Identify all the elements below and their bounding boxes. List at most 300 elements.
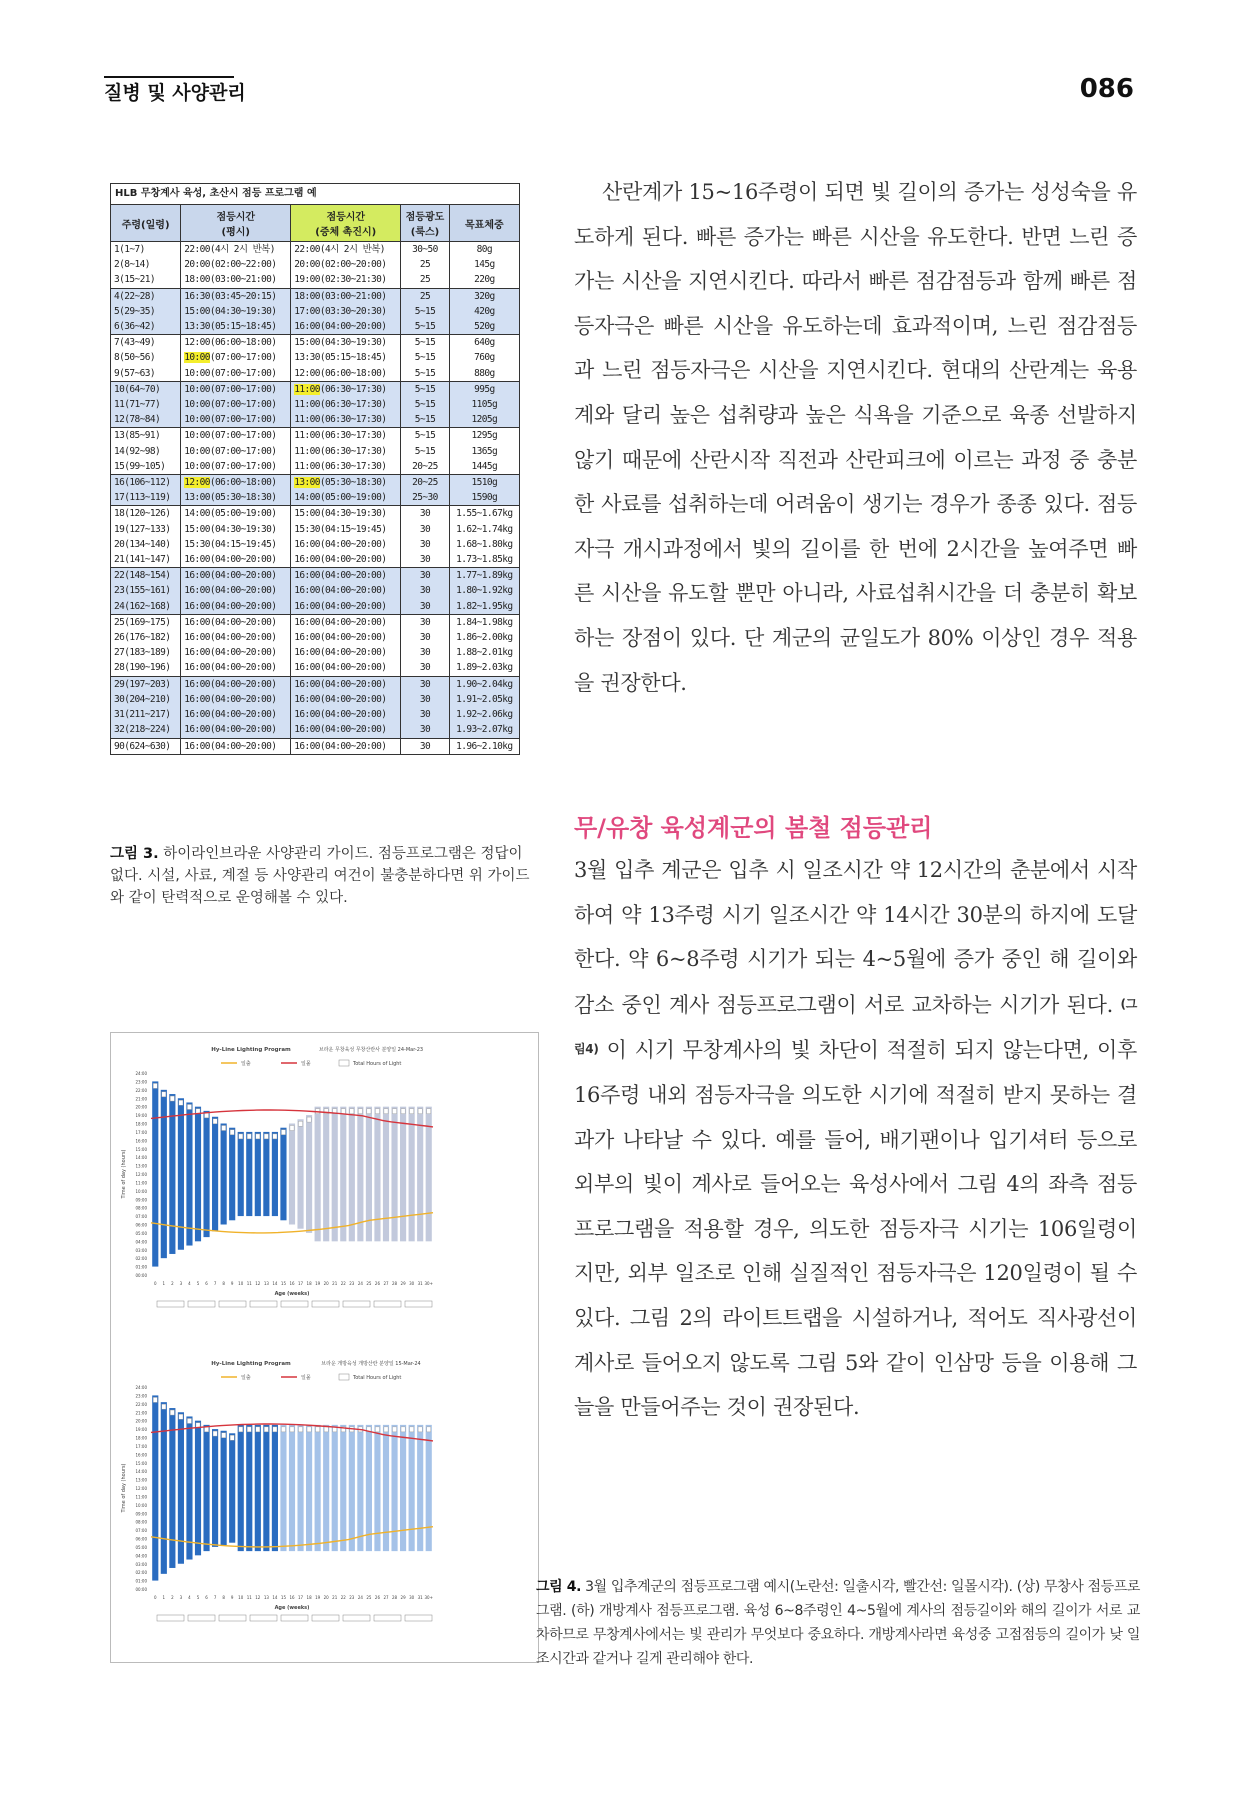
table-cell: 16:00(04:00~20:00) [181, 645, 291, 660]
x-tick-label: 10 [238, 1281, 244, 1286]
table-cell: 1.91~2.05kg [449, 692, 519, 707]
chart-bar [238, 1132, 244, 1216]
table-cell: 16:00(04:00~20:00) [181, 630, 291, 645]
table-cell: 30 [401, 722, 449, 738]
bar-label [213, 1119, 217, 1124]
table-header-cell: 점등시간 (증체 촉진시) [291, 205, 401, 242]
table-row [111, 614, 520, 630]
x-tick-label: 17 [297, 1595, 304, 1600]
table-cell: 16:00(04:00~20:00) [291, 630, 401, 645]
legend-label: Total Hours of Light [353, 1375, 402, 1381]
table-cell: 1.62~1.74kg [449, 522, 519, 537]
x-tick-label: 16 [289, 1281, 295, 1286]
y-tick-label: 09:00 [135, 1511, 147, 1517]
date-box [374, 1301, 401, 1307]
bar-label [401, 1109, 405, 1114]
table-row [111, 660, 520, 676]
table-cell: 1.82~1.95kg [449, 599, 519, 615]
table-cell: 25~30 [401, 490, 449, 506]
bar-label [204, 1427, 208, 1432]
y-tick-label: 07:00 [135, 1214, 147, 1220]
y-tick-label: 20:00 [135, 1104, 147, 1110]
table-cell: 10:00(07:00~17:00) [181, 412, 291, 428]
table-cell: 13:30(05:15~18:45) [291, 350, 401, 365]
chart-bar [280, 1128, 286, 1221]
table-row [111, 568, 520, 584]
table-cell: 30 [401, 506, 449, 522]
x-tick-label: 18 [306, 1281, 312, 1286]
y-axis-label: Time of day (hours) [121, 1463, 127, 1513]
table-cell: 10:00(07:00~17:00) [181, 444, 291, 459]
x-tick-label: 9 [230, 1595, 234, 1600]
page-number: 086 [1079, 74, 1134, 104]
table-cell: 25(169~175) [111, 614, 181, 630]
table-cell: 5~15 [401, 444, 449, 459]
date-box [343, 1301, 370, 1307]
table-cell: 31(211~217) [111, 707, 181, 722]
highlight: 13:00 [294, 477, 320, 489]
chart-bar [246, 1132, 252, 1216]
bar-label [324, 1427, 328, 1432]
table-cell: 16:00(04:00~20:00) [181, 660, 291, 676]
figure4-charts [110, 1032, 539, 1663]
x-tick-label: 11 [246, 1281, 252, 1286]
table-cell: 5~15 [401, 366, 449, 382]
bar-label [239, 1427, 243, 1432]
highlight: 11:00 [294, 383, 320, 395]
table-cell: 25 [401, 257, 449, 272]
chart-bar [340, 1425, 346, 1551]
bar-label [247, 1134, 251, 1139]
y-tick-label: 17:00 [135, 1129, 147, 1135]
date-box [219, 1301, 246, 1307]
table-row [111, 350, 520, 365]
table-cell: 11:00(06:30~17:30) [291, 444, 401, 459]
lighting-program-table [110, 183, 520, 755]
chart-bar [297, 1119, 303, 1228]
chart-bar [315, 1425, 321, 1551]
table-cell: 220g [449, 272, 519, 288]
table-cell: 30 [401, 599, 449, 615]
bar-label [179, 1414, 183, 1419]
y-tick-label: 11:00 [135, 1180, 147, 1186]
chart-bar [409, 1107, 415, 1242]
y-tick-label: 02:00 [135, 1256, 147, 1262]
x-tick-label: 30+ [424, 1281, 433, 1286]
table-row [111, 552, 520, 568]
table-cell: 7(43~49) [111, 335, 181, 351]
table-cell: 16:00(04:00~20:00) [291, 692, 401, 707]
chart-subtitle: 브라운 무창육성 무창산란사 분양일 24-Mar-23 [318, 1047, 424, 1053]
y-tick-label: 09:00 [135, 1197, 147, 1203]
table-cell: 30 [401, 676, 449, 692]
y-tick-label: 07:00 [135, 1528, 147, 1534]
paragraph-2-text-a: 3월 입추 계군은 입추 시 일조시간 약 12시간의 춘분에서 시작하여 약 13주령 시기 일조시간 약 14시간 30분의 하지에 도달한다. 약 6~8주령 시기가 되는 4~5월에 증가 중인 해 길이와 감소 중인 계사 점등프로그램이 서로 교차하는 시기가 된다. [574, 858, 1137, 1017]
y-tick-label: 06:00 [135, 1222, 147, 1228]
table-cell: 16:00(04:00~20:00) [291, 552, 401, 568]
date-box [405, 1615, 432, 1621]
chart-bar [383, 1107, 389, 1242]
x-tick-label: 7 [213, 1595, 217, 1600]
y-tick-label: 16:00 [135, 1452, 147, 1458]
table-header-row [111, 205, 520, 242]
x-tick-label: 30+ [424, 1595, 433, 1600]
table-cell: 11:00(06:30~17:30) [291, 412, 401, 428]
table-cell: 29(197~203) [111, 676, 181, 692]
table-header-cell: 주령(일령) [111, 205, 181, 242]
chart-bar [152, 1395, 158, 1580]
bar-label [264, 1134, 268, 1139]
chart-bar [212, 1429, 218, 1547]
chart-bar [195, 1107, 201, 1242]
table-cell: 16:00(04:00~20:00) [181, 692, 291, 707]
table-cell: 10:00(07:00~17:00) [181, 459, 291, 475]
x-tick-label: 15 [280, 1281, 287, 1286]
table-cell: 16:00(04:00~20:00) [181, 568, 291, 584]
bar-label [170, 1096, 174, 1101]
table-cell: 16:00(04:00~20:00) [291, 614, 401, 630]
chart-bar [255, 1132, 261, 1216]
table-row [111, 381, 520, 397]
table-cell: 11:00(06:30~17:30) [291, 428, 401, 444]
legend-label: 일출 [241, 1061, 251, 1067]
x-tick-label: 8 [222, 1595, 225, 1600]
bar-label [427, 1427, 431, 1432]
y-tick-label: 23:00 [135, 1079, 147, 1085]
y-tick-label: 24:00 [135, 1385, 147, 1390]
table-row [111, 707, 520, 722]
table-title: HLB 무창계사 육성, 초산시 점등 프로그램 예 [110, 183, 520, 204]
table-row [111, 459, 520, 475]
x-tick-label: 12 [255, 1281, 261, 1286]
x-tick-label: 30 [409, 1595, 415, 1600]
y-tick-label: 22:00 [135, 1087, 147, 1093]
bar-label [179, 1100, 183, 1105]
chart-bar [306, 1115, 312, 1233]
table-cell: 20:00(02:00~20:00) [291, 257, 401, 272]
table-body [111, 242, 520, 755]
x-tick-label: 12 [255, 1595, 261, 1600]
y-tick-label: 00:00 [135, 1273, 147, 1278]
table-cell: 19:00(02:30~21:30) [291, 272, 401, 288]
x-tick-label: 2 [171, 1281, 174, 1286]
x-tick-label: 30 [409, 1281, 415, 1286]
y-tick-label: 21:00 [135, 1096, 147, 1102]
chart-bar [357, 1425, 363, 1551]
x-tick-label: 1 [162, 1595, 166, 1600]
y-tick-label: 11:00 [135, 1494, 147, 1500]
chart-bar [152, 1081, 158, 1266]
table-cell: 10:00(07:00~17:00) [181, 428, 291, 444]
table-cell: 28(190~196) [111, 660, 181, 676]
y-tick-label: 00:00 [135, 1587, 147, 1592]
x-tick-label: 18 [306, 1595, 312, 1600]
table-cell: 13:00(05:30~18:30) [181, 490, 291, 506]
highlight: 10:00 [184, 352, 210, 364]
bar-label [222, 1433, 226, 1438]
table-cell: 10:00(07:00~17:00) [181, 381, 291, 397]
table-cell: 16:00(04:00~20:00) [291, 537, 401, 552]
table-cell: 21(141~147) [111, 552, 181, 568]
table-cell: 2(8~14) [111, 257, 181, 272]
table-cell: 16:00(04:00~20:00) [291, 599, 401, 615]
table-cell: 1295g [449, 428, 519, 444]
table-cell: 20:00(02:00~22:00) [181, 257, 291, 272]
table-cell: 20~25 [401, 475, 449, 491]
x-tick-label: 28 [391, 1281, 398, 1286]
bar-label [375, 1109, 379, 1114]
table-cell: 30 [401, 537, 449, 552]
table-row [111, 583, 520, 598]
table-cell: 16:00(04:00~20:00) [181, 599, 291, 615]
table-cell: 16:00(04:00~20:00) [291, 660, 401, 676]
table-cell: 995g [449, 381, 519, 397]
table-cell: 16:00(04:00~20:00) [181, 552, 291, 568]
table-cell: 1365g [449, 444, 519, 459]
y-tick-label: 17:00 [135, 1443, 147, 1449]
table-cell: 1.68~1.80kg [449, 537, 519, 552]
table-cell: 15:00(04:30~19:30) [181, 522, 291, 537]
table-cell: 90(624~630) [111, 738, 181, 754]
x-tick-label: 1 [162, 1281, 166, 1286]
x-tick-label: 22 [340, 1595, 346, 1600]
table-cell: 1510g [449, 475, 519, 491]
table-cell: 11(71~77) [111, 397, 181, 412]
table-row [111, 506, 520, 522]
bar-label [256, 1134, 260, 1139]
table-cell: 18:00(03:00~21:00) [291, 288, 401, 304]
chart-bar [409, 1425, 415, 1551]
table-cell: 5~15 [401, 412, 449, 428]
table-row [111, 335, 520, 351]
chart-bar [332, 1425, 338, 1551]
table-cell: 1.73~1.85kg [449, 552, 519, 568]
date-box [157, 1301, 184, 1307]
chart-bar [169, 1094, 175, 1254]
bar-label [307, 1117, 311, 1122]
x-tick-label: 13 [263, 1281, 269, 1286]
table-header-cell: 점등시간 (평시) [181, 205, 291, 242]
chart-bar [229, 1128, 235, 1221]
table-row [111, 537, 520, 552]
bar-label [230, 1435, 234, 1440]
table-cell: 30(204~210) [111, 692, 181, 707]
table-cell: 14:00(05:00~19:00) [291, 490, 401, 506]
date-box [188, 1615, 215, 1621]
figure3-caption-text: 하이라인브라운 사양관리 가이드. 점등프로그램은 정답이 없다. 시설, 사료, 계절 등 사양관리 여건이 불충분하다면 위 가이드와 같이 탄력적으로 운영해볼 수 있다. [110, 846, 530, 906]
table-cell: 1(1~7) [111, 242, 181, 258]
bar-label [427, 1109, 431, 1114]
table-row [111, 272, 520, 288]
figure3-caption [110, 843, 530, 909]
table-cell: 16:00(04:00~20:00) [291, 707, 401, 722]
legend-label: 일몰 [301, 1061, 311, 1067]
y-tick-label: 18:00 [135, 1435, 147, 1441]
x-tick-label: 31 [417, 1595, 423, 1600]
x-tick-label: 23 [349, 1595, 355, 1600]
chart-bar [400, 1425, 406, 1551]
x-tick-label: 0 [153, 1595, 157, 1600]
y-tick-label: 10:00 [135, 1188, 147, 1194]
table-cell: 16:00(04:00~20:00) [291, 568, 401, 584]
chart-bar [323, 1425, 329, 1551]
table-cell: 30 [401, 614, 449, 630]
table-cell: 25 [401, 288, 449, 304]
x-axis-label: Age (weeks) [274, 1605, 310, 1611]
x-tick-label: 27 [383, 1595, 389, 1600]
chart-bar [417, 1107, 423, 1242]
date-box [405, 1301, 432, 1307]
chart-bar [255, 1425, 261, 1551]
chart-bar [400, 1107, 406, 1242]
chart-bar [280, 1425, 286, 1551]
x-tick-label: 3 [179, 1595, 183, 1600]
chart-bar [332, 1107, 338, 1242]
chart-bar [323, 1107, 329, 1242]
bar-label [410, 1427, 414, 1432]
chart-bar [391, 1107, 397, 1242]
table-cell: 1445g [449, 459, 519, 475]
chart-bar [203, 1111, 209, 1237]
y-tick-label: 19:00 [135, 1427, 147, 1433]
y-axis-label: Time of day (hours) [121, 1149, 127, 1199]
x-tick-label: 15 [280, 1595, 287, 1600]
date-box [157, 1615, 184, 1621]
table-cell: 18(120~126) [111, 506, 181, 522]
table-cell: 1.92~2.06kg [449, 707, 519, 722]
table-cell: 5~15 [401, 428, 449, 444]
y-tick-label: 18:00 [135, 1121, 147, 1127]
table-cell: 26(176~182) [111, 630, 181, 645]
table-cell: 4(22~28) [111, 288, 181, 304]
table-cell: 24(162~168) [111, 599, 181, 615]
table-cell: 16:00(04:00~20:00) [291, 645, 401, 660]
x-tick-label: 31 [417, 1281, 423, 1286]
table-cell: 17:00(03:30~20:30) [291, 304, 401, 319]
x-tick-label: 5 [196, 1281, 200, 1286]
date-box [281, 1615, 308, 1621]
x-tick-label: 19 [315, 1281, 321, 1286]
bar-label [316, 1427, 320, 1432]
table-cell: 17(113~119) [111, 490, 181, 506]
x-tick-label: 20 [323, 1281, 329, 1286]
table-cell: 30 [401, 645, 449, 660]
y-tick-label: 13:00 [135, 1477, 147, 1483]
date-box [250, 1301, 277, 1307]
x-tick-label: 21 [332, 1281, 338, 1286]
table-cell: 1.96~2.10kg [449, 738, 519, 754]
table-cell: 30 [401, 707, 449, 722]
table-cell: 8(50~56) [111, 350, 181, 365]
table-cell: 32(218~224) [111, 722, 181, 738]
figure3-caption-label: 그림 3. [110, 846, 159, 862]
table-cell: 30 [401, 583, 449, 598]
bar-label [170, 1410, 174, 1415]
y-tick-label: 06:00 [135, 1536, 147, 1542]
x-tick-label: 16 [289, 1595, 295, 1600]
table-cell: 16:00(04:00~20:00) [291, 722, 401, 738]
x-tick-label: 25 [366, 1281, 372, 1286]
table-cell: 16:30(03:45~20:15) [181, 288, 291, 304]
bar-label [273, 1134, 277, 1139]
section-title: 질병 및 사양관리 [104, 82, 246, 104]
bar-label [392, 1109, 396, 1114]
chart-title: Hy-Line Lighting Program [211, 1361, 291, 1367]
x-tick-label: 24 [357, 1595, 363, 1600]
table-cell: 11:00(06:30~17:30) [291, 397, 401, 412]
table-cell: 520g [449, 319, 519, 335]
table-row [111, 722, 520, 738]
table-row [111, 630, 520, 645]
x-tick-label: 4 [188, 1281, 191, 1286]
y-tick-label: 14:00 [135, 1469, 147, 1475]
table-cell: 20~25 [401, 459, 449, 475]
y-tick-label: 01:00 [135, 1264, 147, 1270]
table-cell: 30 [401, 568, 449, 584]
bar-label [307, 1427, 311, 1432]
chart-bar [374, 1107, 380, 1242]
table-cell: 16:00(04:00~20:00) [291, 676, 401, 692]
bar-label [410, 1109, 414, 1114]
table-cell: 23(155~161) [111, 583, 181, 598]
table-cell: 30~50 [401, 242, 449, 258]
chart-subtitle: 브라운 개방육성 개방산란 분양일 15-Mar-24 [321, 1361, 421, 1367]
table-cell: 10:00(07:00~17:00) [181, 350, 291, 365]
x-tick-label: 4 [188, 1595, 191, 1600]
bar-label [256, 1427, 260, 1432]
x-tick-label: 0 [153, 1281, 157, 1286]
table-cell: 22:00(4시 2시 반복) [291, 242, 401, 258]
chart-bar [349, 1107, 355, 1242]
bar-label [290, 1126, 294, 1131]
bar-label [153, 1397, 157, 1402]
chart-bar [297, 1425, 303, 1551]
table-row [111, 444, 520, 459]
table-cell: 13(85~91) [111, 428, 181, 444]
table-row [111, 676, 520, 692]
table-row [111, 692, 520, 707]
chart-bar [340, 1107, 346, 1242]
y-tick-label: 03:00 [135, 1561, 147, 1567]
table-cell: 1105g [449, 397, 519, 412]
table-cell: 5~15 [401, 381, 449, 397]
bar-label [281, 1427, 285, 1432]
table-cell: 1.93~2.07kg [449, 722, 519, 738]
table-cell: 10:00(07:00~17:00) [181, 397, 291, 412]
chart-bar [195, 1421, 201, 1556]
y-tick-label: 03:00 [135, 1247, 147, 1253]
y-tick-label: 21:00 [135, 1410, 147, 1416]
x-tick-label: 10 [238, 1595, 244, 1600]
bar-label [298, 1121, 302, 1126]
table-header-cell: 목표체중 [449, 205, 519, 242]
table-cell: 18:00(03:00~21:00) [181, 272, 291, 288]
x-tick-label: 21 [332, 1595, 338, 1600]
chart-bar [349, 1425, 355, 1551]
table-cell: 15:30(04:15~19:45) [291, 522, 401, 537]
chart-bar [161, 1090, 167, 1258]
table-row [111, 288, 520, 304]
x-tick-label: 22 [340, 1281, 346, 1286]
table-cell: 5~15 [401, 350, 449, 365]
table-row [111, 319, 520, 335]
y-tick-label: 15:00 [135, 1460, 147, 1466]
paragraph-2-text-b: 이 시기 무창계사의 빛 차단이 적절히 되지 않는다면, 이후 16주령 내외 점등자극을 의도한 시기에 적절히 받지 못하는 결과가 나타날 수 있다. 예를 들어, 배기팬이나 입기셔터 등으로 외부의 빛이 계사로 들어오는 육성사에서 그림 4의 좌측 점등 프로그램을 적용할 경우, 의도한 점등자극 시기는 106일령이지만, 외부 일조로 인해 실질적인 점등자극은 120일령이 될 수 있다. 그림 2의 라이트트랩을 시설하거나, 적어도 직사광선이 계사로 들어오지 않도록 그림 5와 같이 인삼망 등을 이용해 그늘을 만들어주는 것이 권장된다. [574, 1038, 1137, 1420]
date-box [281, 1301, 308, 1307]
x-tick-label: 19 [315, 1595, 321, 1600]
chart-bar [357, 1107, 363, 1242]
chart-bar [426, 1425, 432, 1551]
